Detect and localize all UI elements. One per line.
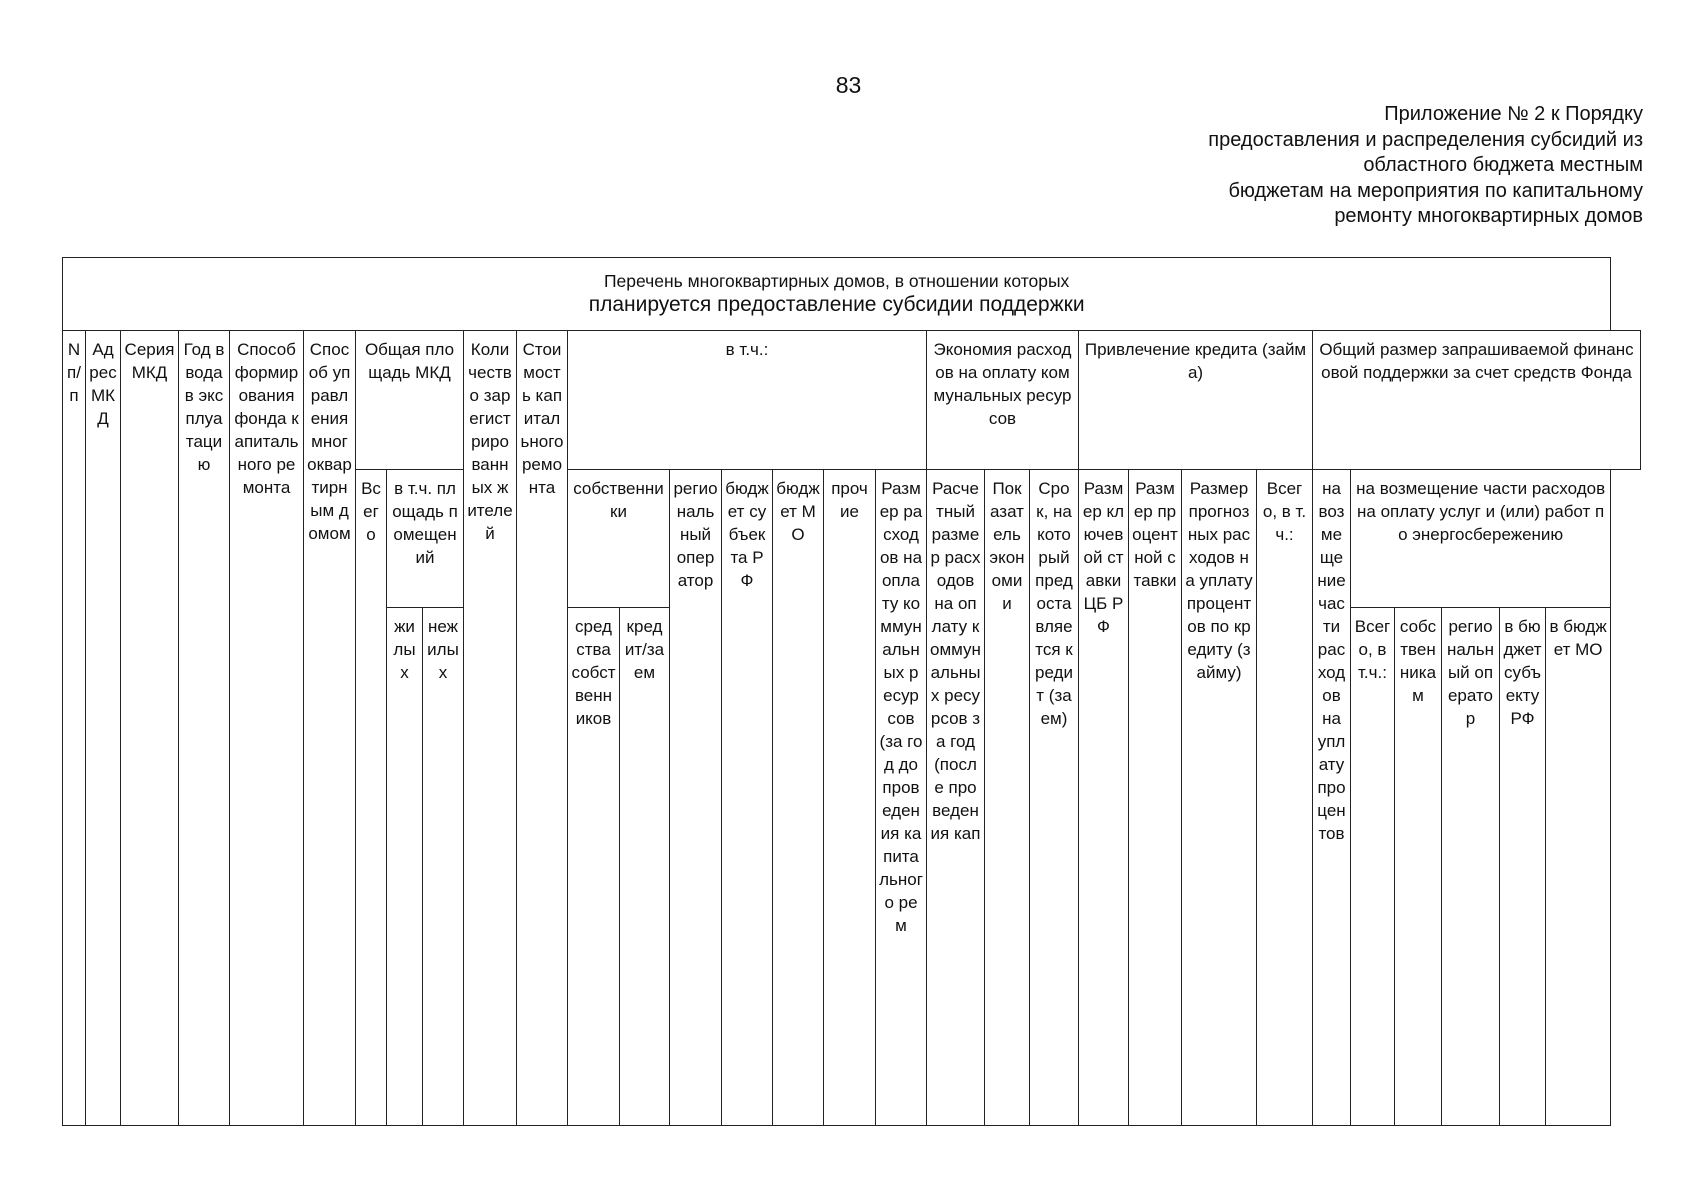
page-number: 83 [835, 72, 862, 98]
col-fund-energy: на возмещение части расходов на оплату услуг и (или) работ по энергосбережению [1351, 470, 1611, 608]
col-owners-credit: кредит/заем [620, 608, 670, 1126]
col-residents: Количество зарегистрированных жителей [464, 331, 517, 1126]
col-total-area: Общая площадь МКД [356, 331, 464, 470]
col-area-nonliving: нежилых [423, 608, 464, 1126]
col-cost: Стоимость капитального ремонта [517, 331, 568, 1126]
col-budget-mo: бюджет МО [773, 470, 824, 1126]
col-fund-total: Всего, в т.ч.: [1257, 470, 1313, 1126]
col-fund-support: Общий размер запрашиваемой финансовой поддержки за счет средств Фонда [1313, 331, 1641, 470]
col-area-total: Всего [356, 470, 387, 1126]
appendix-note [1003, 102, 1643, 230]
col-econ-after: Расчетный размер расходов на оплату коммунальных ресурсов за год (после проведения кап [927, 470, 985, 1126]
col-regional-operator: региональный оператор [670, 470, 722, 1126]
appendix-line: предоставления и распределения субсидий из [1208, 128, 1643, 151]
col-mgmt-method: Способ управления многоквартирным домом [304, 331, 356, 1126]
col-year: Год ввода в эксплуатацию [179, 331, 230, 1126]
table-title-line2: планируется предоставление субсидии поддержки [588, 293, 1085, 316]
col-econ-before: Размер расходов на оплату коммунальных ресурсов (за год до проведения капитального рем [876, 470, 927, 1126]
col-credit: Привлечение кредита (займа) [1079, 331, 1313, 470]
col-credit-interest: Размер прогнозных расходов на уплату процентов по кредиту (займу) [1182, 470, 1257, 1126]
col-owners: собственники [568, 470, 670, 608]
col-budget-rf: бюджет субъекта РФ [722, 470, 773, 1126]
table-title [63, 258, 1611, 331]
col-energy-regop: региональный оператор [1442, 608, 1500, 1126]
col-energy-owner: собственника м [1395, 608, 1442, 1126]
house-list-table [62, 257, 1641, 1126]
col-fund-method: Способ формирования фонда капитального ремонта [230, 331, 304, 1126]
col-area-incl: в т.ч. площадь помещений [387, 470, 464, 608]
col-other: прочие [824, 470, 876, 1126]
col-owners-funds: средства собственников [568, 608, 620, 1126]
col-area-living: жилых [387, 608, 423, 1126]
appendix-line: ремонту многоквартирных домов [1334, 205, 1643, 227]
col-incl: в т.ч.: [568, 331, 927, 470]
col-fund-interest: на возмещение части расходов на уплату процентов [1313, 470, 1351, 1126]
col-address: Адрес МКД [86, 331, 121, 1126]
col-energy-mo: в бюджет МО [1546, 608, 1611, 1126]
col-series: Серия МКД [121, 331, 179, 1126]
appendix-line: бюджетам на мероприятия по капитальному [1228, 179, 1643, 202]
appendix-line: областного бюджета местным [1363, 154, 1643, 176]
appendix-line: Приложение № 2 к Порядку [1384, 103, 1643, 125]
col-energy-rf: в бюджет субъекту РФ [1500, 608, 1546, 1126]
col-econ-indicator: Показатель экономии [985, 470, 1030, 1126]
table-title-line1: Перечень многоквартирных домов, в отношении которых [603, 271, 1070, 291]
col-credit-rate: Размер процентной ставки [1129, 470, 1182, 1126]
house-list-form [62, 257, 1641, 1126]
col-credit-key-rate: Размер ключевой ставки ЦБ РФ [1079, 470, 1129, 1126]
col-energy-total: Всего, в т.ч.: [1351, 608, 1395, 1126]
col-number: N п/п [63, 331, 86, 1126]
col-economy: Экономия расходов на оплату коммунальных ресурсов [927, 331, 1079, 470]
col-credit-term: Срок, на который предоставляется кредит (заем) [1030, 470, 1079, 1126]
